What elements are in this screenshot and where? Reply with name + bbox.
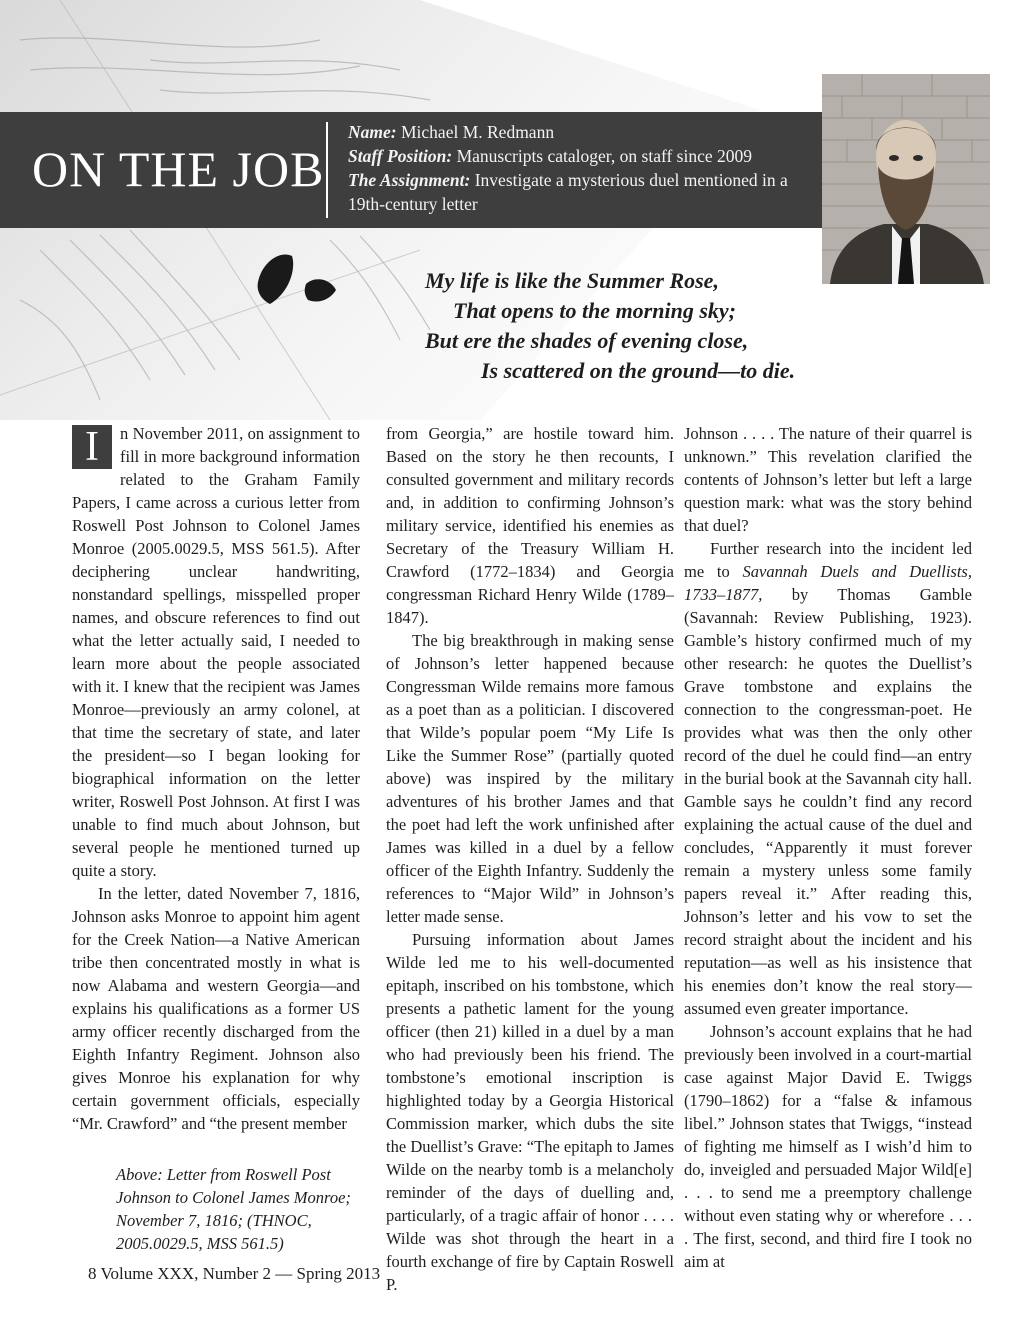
poem-line: My life is like the Summer Rose, — [425, 268, 719, 293]
section-title: ON THE JOB — [32, 141, 325, 197]
position-line — [348, 144, 808, 168]
paragraph-text: Further research into the incident led me to — [684, 539, 972, 581]
paragraph-text: by Thomas Gamble (Savannah: Review Publishing, 1923). Gamble’s history confirmed much of my other research: he quotes the Duellist’s Grave tombstone and explains the connection to the congressman-poet. He provides what was then the only other record of the duel he could find—an entry in the burial book at the Savannah city hall. Gamble says he couldn’t find any record explaining the actual cause of the duel and concludes, “Apparently it must forever remain a mystery unless some family papers reveal it.” After reading this, Johnson’s letter and his vow to set the record straight about the incident and his reputation—as well as his insistence that his enemies don’t know the real story—assumed even greater importance. — [684, 585, 972, 1018]
assignment-line — [348, 168, 808, 216]
paragraph: from Georgia,” are hostile toward him. Based on the story he then recounts, I consulted government and military records and, in addition to confirming Johnson’s military service, identified his enemies as Secretary of the Treasury William H. Crawford (1772–1834) and Georgia congressman Richard Henry Wilde (1789–1847). — [386, 424, 674, 627]
assignment-label: The Assignment: — [348, 170, 471, 190]
article-column-3 — [684, 422, 972, 1273]
drop-cap: I — [72, 425, 112, 469]
name-label: Name: — [348, 122, 397, 142]
position-label: Staff Position: — [348, 146, 453, 166]
poem-line: That opens to the morning sky; — [453, 298, 736, 323]
article-column-1 — [72, 422, 360, 1135]
poem-line: But ere the shades of evening close, — [425, 328, 749, 353]
poem-quote — [425, 266, 825, 386]
book-title: Savannah Duels and Duellists, 1733–1877, — [684, 562, 972, 604]
poem-line: Is scattered on the ground—to die. — [481, 358, 796, 383]
header-divider — [326, 122, 328, 218]
name-value: Michael M. Redmann — [400, 122, 555, 142]
position-value: Manuscripts cataloger, on staff since 2009 — [456, 146, 753, 166]
paragraph: Johnson . . . . The nature of their quarrel is unknown.” This revelation clarified the contents of Johnson’s letter but left a large question mark: what was the story behind that duel? — [684, 424, 972, 535]
paragraph: Pursuing information about James Wilde led me to his well-documented epitaph, inscribed on his tombstone, which presents a pathetic lament for the young officer (then 21) killed in a duel by a man who had previously been his friend. The tombstone’s emotional inscription is highlighted today by a Georgia Historical Commission marker, which dubs the site the Duellist’s Grave: “The epitaph to James Wilde on the nearby tomb is a melancholy reminder of the days of duelling and, particularly, of a tragic affair of honor . . . . Wilde was shot through the heart in a fourth exchange of fire by Captain Roswell P. — [386, 930, 674, 1294]
image-caption: Above: Letter from Roswell Post Johnson to Colonel James Monroe; November 7, 1816; (THNOC, 2005.0029.5, MSS 561.5) — [116, 1165, 351, 1253]
paragraph: In the letter, dated November 7, 1816, Johnson asks Monroe to appoint him agent for the Creek Nation—a Native American tribe then concentrated mostly in what is now Alabama and western Georgia—and explains his qualifications as a former US army officer recently discharged from the Eighth Infantry Regiment. Johnson also gives Monroe his explanation for why certain government officials, especially “Mr. Crawford” and “the present member — [72, 884, 360, 1133]
article-column-2 — [386, 422, 674, 1296]
name-line — [348, 120, 808, 144]
paragraph — [684, 537, 972, 1020]
wax-seal — [258, 254, 336, 304]
paragraph-text: n November 2011, on assignment to fill in more background information related to the Graham Family Papers, I came across a curious letter from Roswell Post Johnson to Colonel James Monroe (2005.0029.5, MSS 561.5). After deciphering unclear handwriting, nonstandard spellings, misspelled proper names, and obscure references to find out what the letter actually said, I needed to learn more about the people associated with it. I knew that the recipient was James Monroe—previously an army colonel, at that time the secretary of state, and later the president—so I began looking for biographical information on the letter writer, Roswell Post Johnson. At first I was unable to find much about Johnson, but several people he mentioned turned up quite a story. — [72, 424, 360, 880]
assignment-value: Investigate a mysterious duel mentioned in a 19th-century letter — [348, 170, 788, 214]
paragraph: The big breakthrough in making sense of Johnson’s letter happened because Congressman Wilde remains more famous as a poet than as a politician. I discovered that Wilde’s popular poem “My Life Is Like the Summer Rose” (partially quoted above) was inspired by the military adventures of his brother James and that the poet had left the work unfinished after James was killed in a duel by a fellow officer of the Eighth Infantry. Suddenly the references to “Major Wild” in Johnson’s letter made sense. — [386, 631, 674, 926]
portrait-photo — [822, 74, 990, 284]
staff-info — [348, 120, 808, 216]
page-footer: 8 Volume XXX, Number 2 — Spring 2013 — [88, 1264, 381, 1283]
paragraph: Johnson’s account explains that he had previously been involved in a court-martial case against Major David E. Twiggs (1790–1862) for a “false & infamous libel.” Johnson states that Twiggs, “instead of fighting me himself as I wish’d him to do, inveigled and persuaded Major Wild[e] . . . to send me a preemptory challenge without even stating why or wherefore . . . . The first, second, and third fire I took no aim at — [684, 1022, 972, 1271]
paragraph — [72, 422, 360, 882]
